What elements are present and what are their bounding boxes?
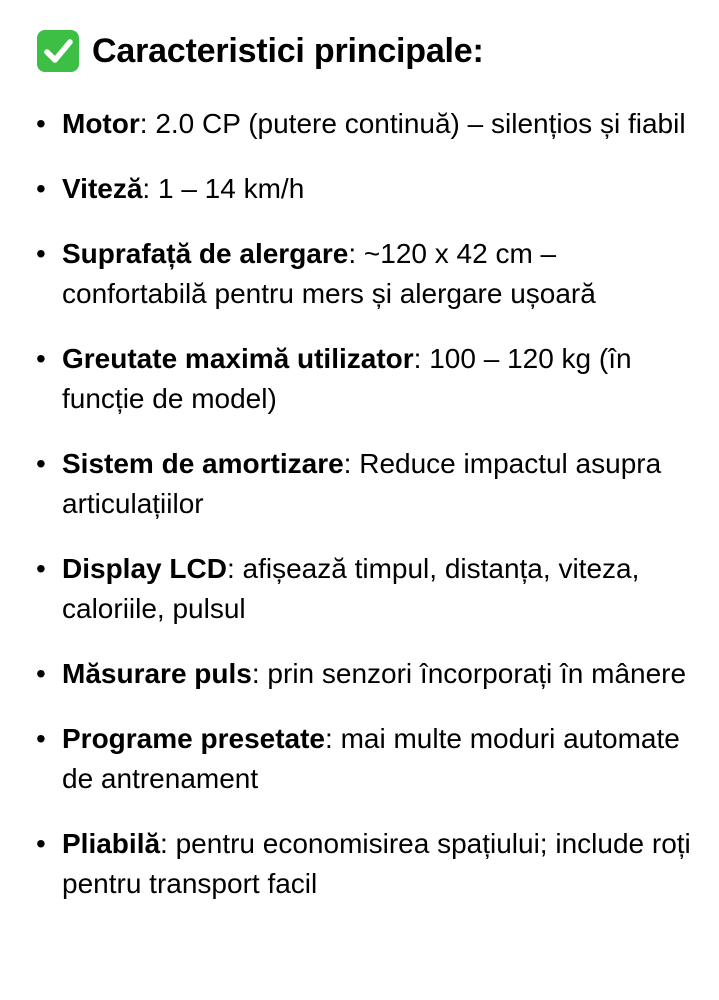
bullet-icon: • bbox=[36, 828, 46, 859]
check-mark-button-icon bbox=[36, 29, 80, 73]
bullet-icon: • bbox=[36, 658, 46, 689]
feature-description: : pentru economisirea spațiului; include roți pentru transport facil bbox=[62, 828, 691, 899]
feature-name: Suprafață de alergare bbox=[62, 238, 349, 269]
feature-description: : mai multe moduri automate de antrenament bbox=[62, 723, 680, 794]
feature-item-greutate bbox=[36, 339, 695, 419]
feature-description: : 1 – 14 km/h bbox=[142, 173, 305, 204]
heading-text: Caracteristici principale: bbox=[92, 31, 484, 70]
feature-item-motor bbox=[36, 104, 695, 144]
feature-description: : 2.0 CP (putere continuă) – silențios și fiabil bbox=[139, 108, 686, 139]
feature-description: : afișează timpul, distanța, viteza, caloriile, pulsul bbox=[62, 553, 640, 624]
bullet-icon: • bbox=[36, 173, 46, 204]
feature-item-programe bbox=[36, 719, 695, 799]
feature-item-display bbox=[36, 549, 695, 629]
feature-name: Motor bbox=[62, 108, 140, 139]
feature-name: Display LCD bbox=[62, 553, 227, 584]
feature-item-suprafata bbox=[36, 234, 695, 314]
feature-list bbox=[36, 104, 695, 904]
feature-description: : 100 – 120 kg (în funcție de model) bbox=[62, 343, 632, 414]
feature-description: : prin senzori încorporați în mânere bbox=[251, 658, 687, 689]
bullet-icon: • bbox=[36, 553, 46, 584]
bullet-icon: • bbox=[36, 448, 46, 479]
bullet-icon: • bbox=[36, 238, 46, 269]
bullet-icon: • bbox=[36, 343, 46, 374]
feature-name: Viteză bbox=[62, 173, 143, 204]
feature-item-viteza bbox=[36, 169, 695, 209]
section-heading bbox=[36, 26, 695, 76]
feature-name: Pliabilă bbox=[62, 828, 161, 859]
feature-item-puls bbox=[36, 654, 695, 694]
bullet-icon: • bbox=[36, 723, 46, 754]
feature-name: Sistem de amortizare bbox=[62, 448, 344, 479]
feature-description: : Reduce impactul asupra articulațiilor bbox=[62, 448, 662, 519]
feature-name: Programe presetate bbox=[62, 723, 326, 754]
feature-description: : ~120 x 42 cm – confortabilă pentru mers și alergare ușoară bbox=[62, 238, 596, 309]
feature-item-amortizare bbox=[36, 444, 695, 524]
feature-item-pliabila bbox=[36, 824, 695, 904]
bullet-icon: • bbox=[36, 108, 46, 139]
feature-name: Măsurare puls bbox=[62, 658, 252, 689]
feature-name: Greutate maximă utilizator bbox=[62, 343, 414, 374]
